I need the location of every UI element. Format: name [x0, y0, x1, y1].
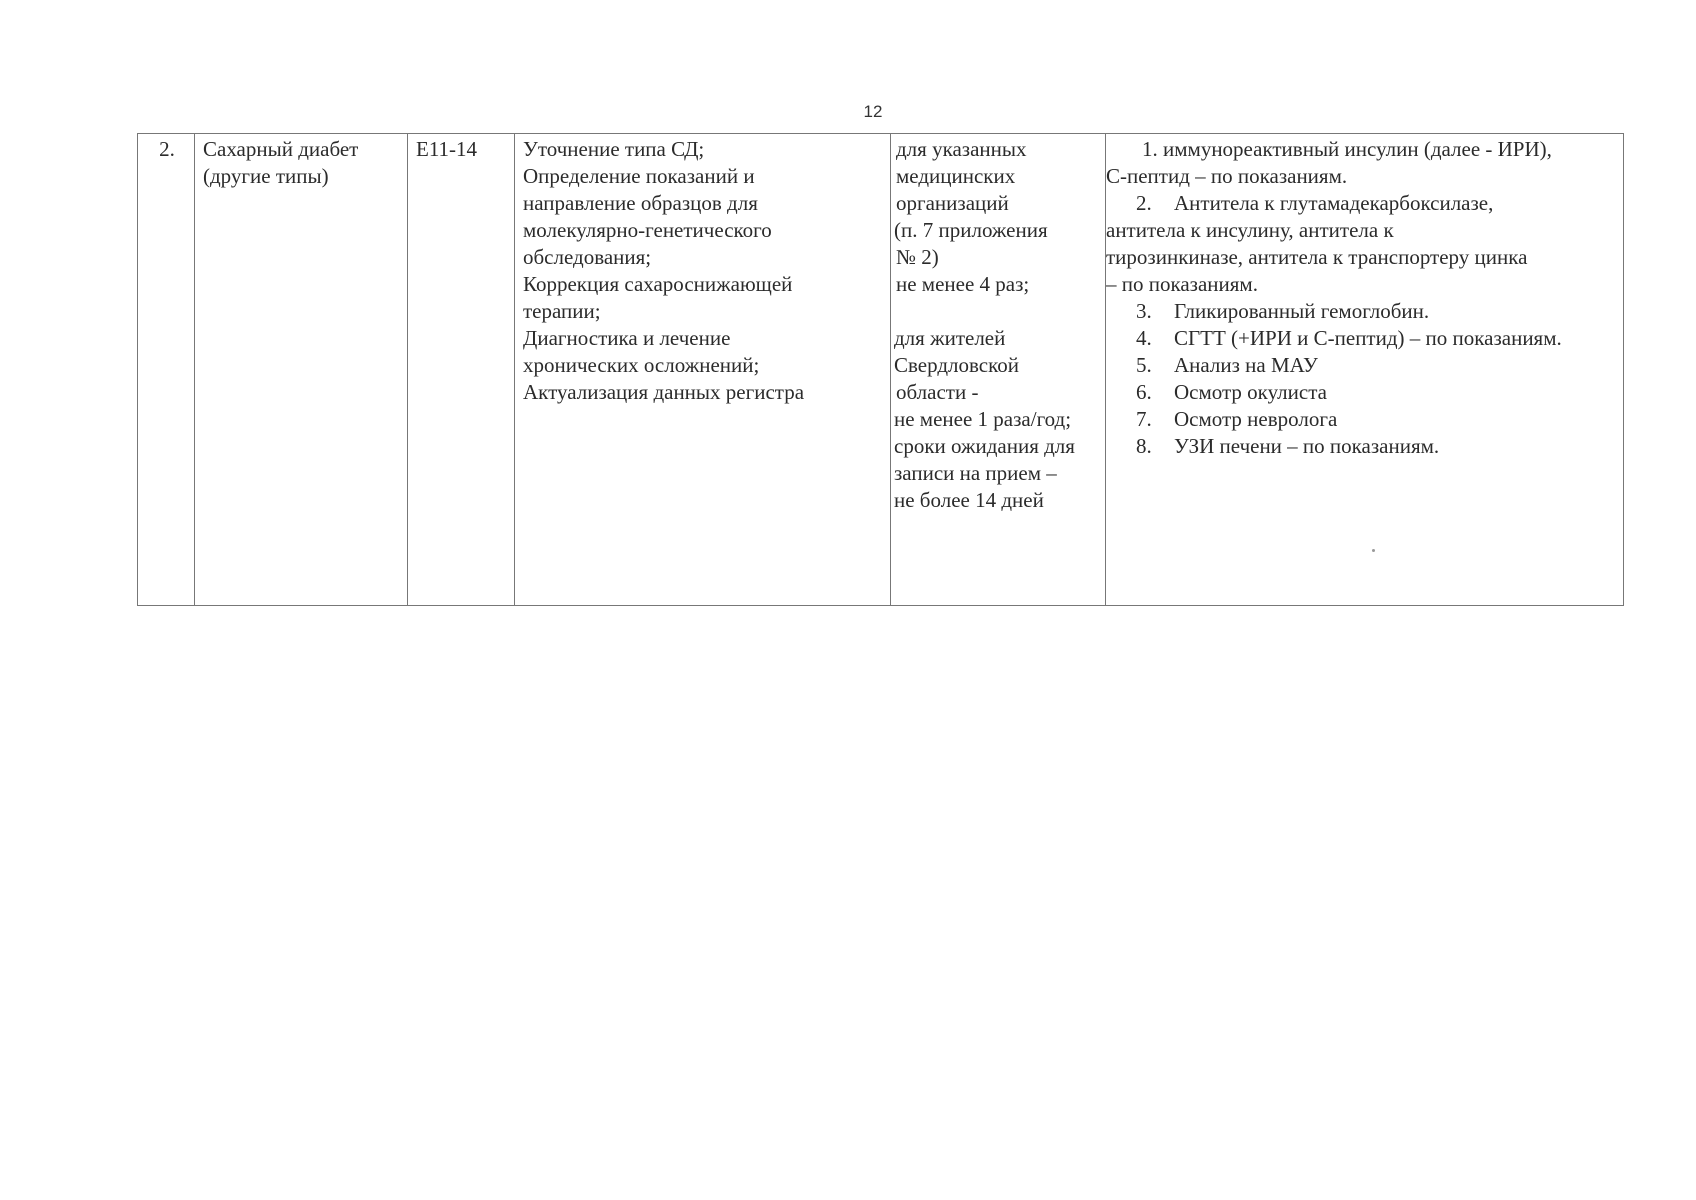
tasks-cell	[515, 134, 891, 606]
scan-speck	[1372, 549, 1375, 552]
exam-number: 8.	[1136, 434, 1152, 458]
exam-text: тирозинкиназе, антитела к транспортеру цинка	[1106, 245, 1528, 269]
exam-text: СГТТ (+ИРИ и С-пептид) – по показаниям.	[1174, 326, 1562, 350]
task-line: Уточнение типа СД;	[523, 137, 705, 161]
exam-text: антитела к инсулину, антитела к	[1106, 218, 1394, 242]
exam-text: Антитела к глутамадекарбоксилазе,	[1174, 191, 1494, 215]
frequency-line: не менее 1 раза/год;	[894, 407, 1072, 431]
table-row	[138, 134, 1624, 606]
exam-number: 6.	[1136, 380, 1152, 404]
task-line: направление образцов для	[523, 191, 758, 215]
frequency-line: области -	[896, 380, 979, 404]
task-line: обследования;	[523, 245, 652, 269]
frequency-line: организаций	[896, 191, 1009, 215]
code-cell	[408, 134, 515, 606]
exam-number: 2.	[1136, 191, 1152, 215]
list-item	[1136, 379, 1621, 406]
frequency-line: (п. 7 приложения	[894, 218, 1048, 242]
disease-line: (другие типы)	[203, 164, 329, 188]
list-item	[1136, 406, 1621, 433]
exam-text: – по показаниям.	[1106, 272, 1258, 296]
exam-number: 3.	[1136, 299, 1152, 323]
frequency-line: Свердловской	[894, 353, 1019, 377]
list-item	[1136, 433, 1621, 460]
list-item	[1136, 352, 1621, 379]
exam-number: 1.	[1142, 137, 1158, 161]
task-line: хронических осложнений;	[523, 353, 760, 377]
list-item	[1136, 325, 1621, 352]
frequency-line: для жителей	[894, 326, 1006, 350]
frequency-line: не более 14 дней	[894, 488, 1044, 512]
exam-text: Осмотр невролога	[1174, 407, 1338, 431]
row-number: 2.	[159, 137, 175, 161]
exams-cell	[1106, 134, 1624, 606]
exam-text: Анализ на МАУ	[1174, 353, 1318, 377]
frequency-line: № 2)	[896, 245, 939, 269]
row-number-cell	[138, 134, 195, 606]
exam-number: 7.	[1136, 407, 1152, 431]
frequency-cell	[891, 134, 1106, 606]
frequency-line: для указанных	[896, 137, 1027, 161]
list-item	[1106, 136, 1621, 190]
exam-number: 5.	[1136, 353, 1152, 377]
task-line: Диагностика и лечение	[523, 326, 731, 350]
disease-line: Сахарный диабет	[203, 137, 359, 161]
exam-number: 4.	[1136, 326, 1152, 350]
document-table	[137, 133, 1624, 606]
task-line: Актуализация данных регистра	[523, 380, 805, 404]
frequency-line: не менее 4 раз;	[896, 272, 1030, 296]
frequency-line: медицинских	[896, 164, 1016, 188]
disease-cell	[195, 134, 408, 606]
frequency-line: сроки ожидания для	[894, 434, 1075, 458]
page-number: 12	[863, 102, 883, 121]
exam-text: С-пептид – по показаниям.	[1106, 164, 1348, 188]
exam-text: Гликированный гемоглобин.	[1174, 299, 1430, 323]
exam-text: УЗИ печени – по показаниям.	[1174, 434, 1440, 458]
list-item	[1136, 298, 1621, 325]
exams-list	[1106, 136, 1621, 460]
exam-text: иммунореактивный инсулин (далее - ИРИ),	[1163, 137, 1552, 161]
task-line: молекулярно-генетического	[523, 218, 772, 242]
frequency-line: записи на прием –	[894, 461, 1057, 485]
task-line: терапии;	[523, 299, 601, 323]
exam-text: Осмотр окулиста	[1174, 380, 1327, 404]
list-item	[1106, 190, 1621, 298]
frequency-spacer	[894, 298, 1099, 325]
task-line: Определение показаний и	[523, 164, 755, 188]
icd-code: Е11-14	[416, 137, 478, 161]
task-line: Коррекция сахароснижающей	[523, 272, 793, 296]
